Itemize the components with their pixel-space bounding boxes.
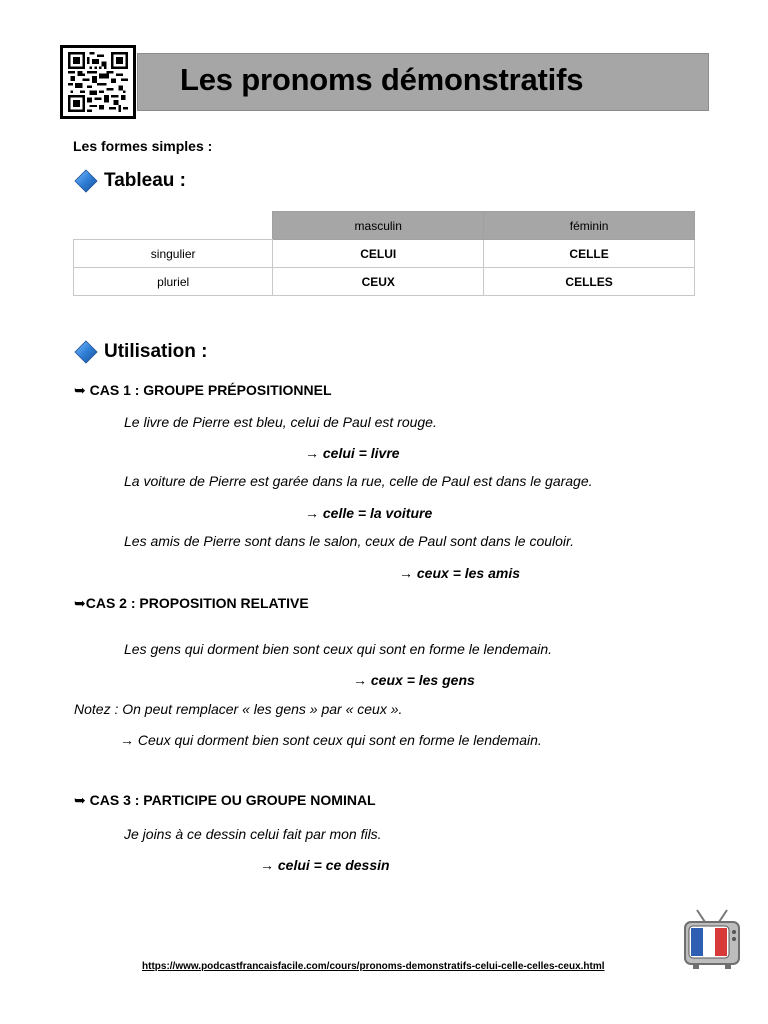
table-row [74,268,695,296]
footer-url-link[interactable]: https://www.podcastfrancaisfacile.com/cours/pronoms-demonstratifs-celui-celle-celles-ceux.html [142,961,605,972]
utilisation-heading-text: Utilisation : [104,341,208,362]
case1-example-3: Les amis de Pierre sont dans le salon, ceux de Paul sont dans le couloir. [124,533,575,549]
cell-singulier-feminin: CELLE [484,240,695,268]
podcast-tv-logo [683,908,741,970]
qr-code [60,45,136,119]
case2-result-1: → ceux = les gens [353,672,475,688]
case1-example-2: La voiture de Pierre est garée dans la rue, celle de Paul est dans le garage. [124,473,593,489]
case2-note: Notez : On peut remplacer « les gens » par « ceux ». [74,701,403,717]
table-header-row [74,212,695,240]
case1-result-3: → ceux = les amis [399,565,521,581]
tableau-heading-text: Tableau : [104,170,186,191]
page-title: Les pronoms démonstratifs [180,62,584,97]
column-header-feminin: féminin [484,212,695,240]
utilisation-heading [74,340,207,364]
row-label-pluriel: pluriel [74,268,273,296]
pronoun-forms-table [73,211,695,296]
intro-label: Les formes simples : [73,138,213,154]
tableau-heading [74,169,186,193]
case2-heading: ➥CAS 2 : PROPOSITION RELATIVE [74,595,309,611]
table-corner-cell [74,212,273,240]
column-header-masculin: masculin [273,212,484,240]
case3-heading: ➥ CAS 3 : PARTICIPE OU GROUPE NOMINAL [74,792,376,808]
case1-result-1: → celui = livre [305,445,400,461]
case1-heading: ➥ CAS 1 : GROUPE PRÉPOSITIONNEL [74,382,332,398]
case3-example-1: Je joins à ce dessin celui fait par mon fils. [124,826,382,842]
table-row [74,240,695,268]
case2-example-1: Les gens qui dorment bien sont ceux qui sont en forme le lendemain. [124,641,553,657]
blue-diamond-icon [74,340,98,364]
cell-singulier-masculin: CELUI [273,240,484,268]
case2-note-result: → Ceux qui dorment bien sont ceux qui sont en forme le lendemain. [120,732,542,748]
case1-result-2: → celle = la voiture [305,505,433,521]
cell-pluriel-feminin: CELLES [484,268,695,296]
cell-pluriel-masculin: CEUX [273,268,484,296]
case3-result-1: → celui = ce dessin [260,857,390,873]
qr-code-icon [68,52,128,112]
blue-diamond-icon [74,169,98,193]
row-label-singulier: singulier [74,240,273,268]
case1-example-1: Le livre de Pierre est bleu, celui de Paul est rouge. [124,414,437,430]
